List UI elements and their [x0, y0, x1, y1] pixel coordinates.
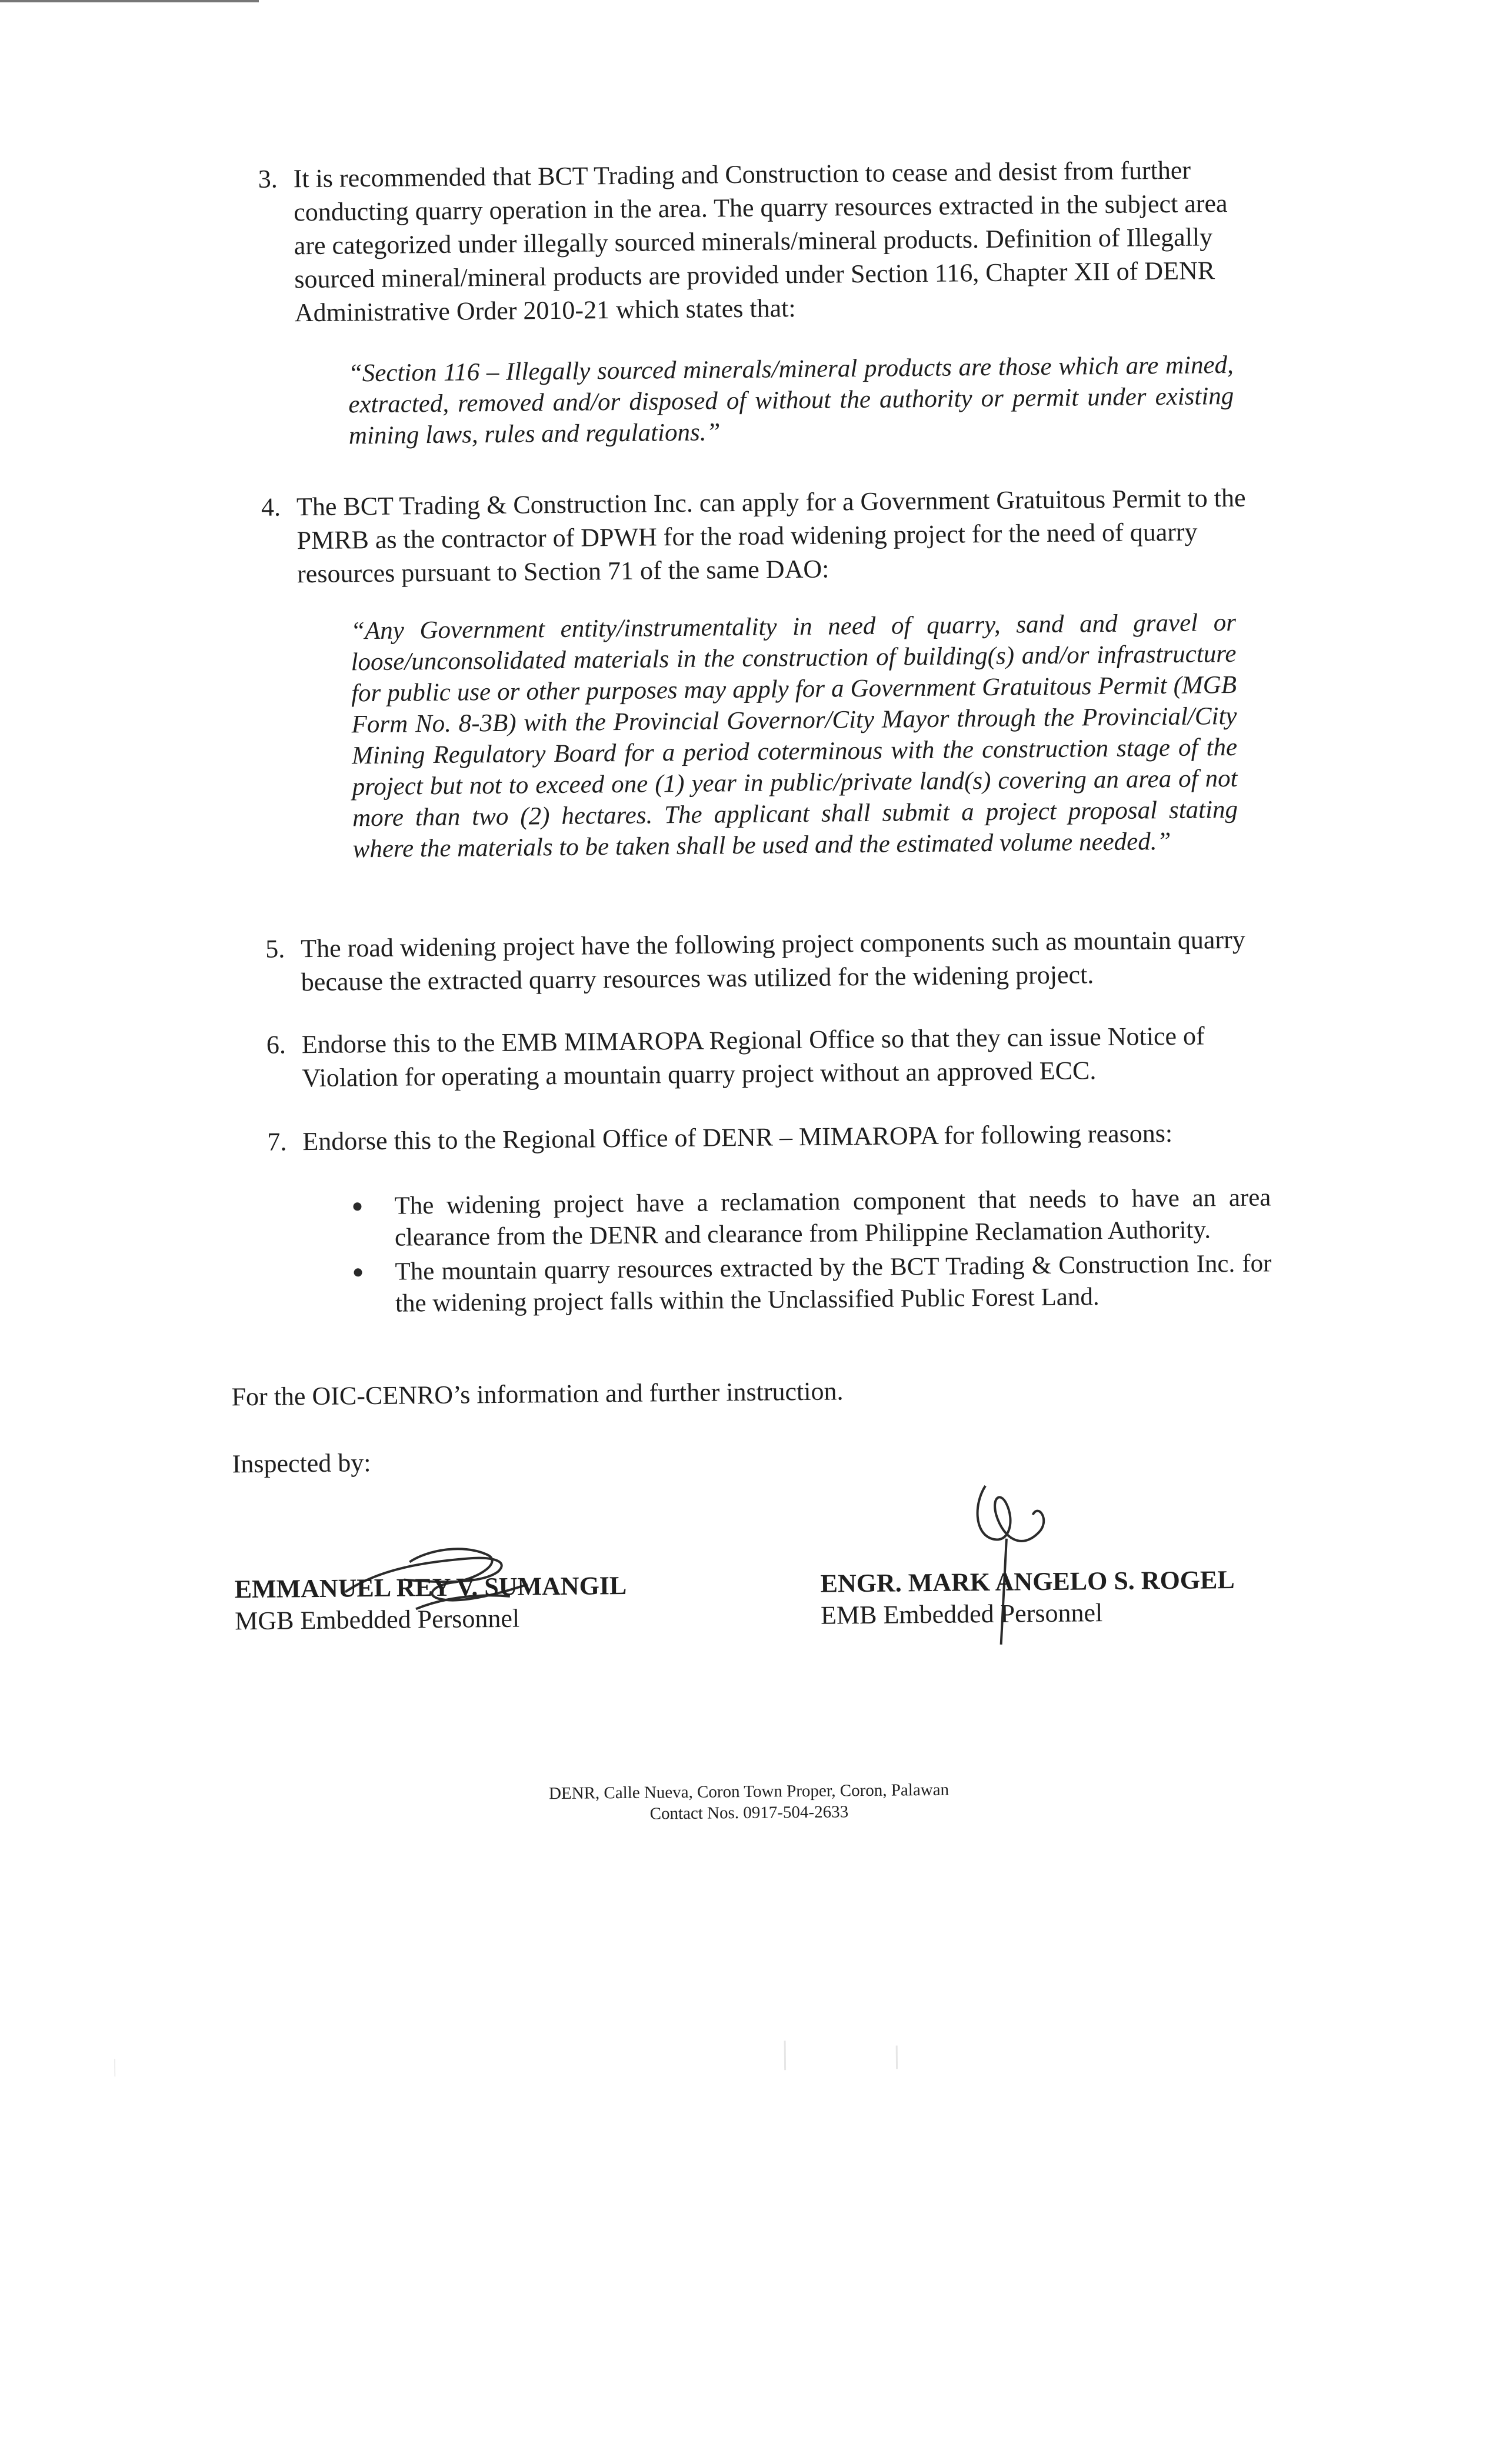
- footer-contact: Contact Nos. 0917-504-2633: [6, 1795, 1486, 1831]
- list-item-7: [267, 1115, 1273, 1158]
- bullet-item: [353, 1182, 1271, 1254]
- item-text: The road widening project have the following project components such as mountain quarry because the extracted quarry resources was utilized for the widening project.: [301, 922, 1272, 999]
- inspected-by-label: Inspected by:: [232, 1446, 371, 1481]
- list-item-6: [266, 1018, 1273, 1095]
- item-number: 5.: [265, 932, 285, 965]
- reasons-list: [353, 1182, 1272, 1322]
- item-text: The BCT Trading & Construction Inc. can apply for a Government Gratuitous Permit to the PMRB as the contractor of DPWH for the road widening project for the need of quarry resources pursuant to Section 71 of the same DAO:: [296, 481, 1268, 591]
- scan-edge-line: [0, 0, 259, 2]
- item-text: Endorse this to the Regional Office of DENR – MIMAROPA for following reasons:: [302, 1115, 1273, 1158]
- item-number: 4.: [261, 490, 281, 524]
- signatory-title-right: EMB Embedded Personnel: [821, 1598, 1103, 1631]
- scan-artifacts: [114, 2031, 1173, 2076]
- item-number: 6.: [266, 1028, 286, 1061]
- signatory-title-left: MGB Embedded Personnel: [235, 1603, 519, 1637]
- bullet-dot-icon: [353, 1202, 361, 1211]
- item-text: Endorse this to the EMB MIMAROPA Regional Office so that they can issue Notice of Violation for operating a mountain quarry project without an approved ECC.: [302, 1018, 1273, 1095]
- bullet-text: The mountain quarry resources extracted by the BCT Trading & Construction Inc. for the widening project falls within the Unclassified Public Forest Land.: [395, 1249, 1271, 1317]
- closing-line: For the OIC-CENRO’s information and further instruction.: [231, 1374, 843, 1413]
- footer-address: DENR, Calle Nueva, Coron Town Proper, Coron, Palawan: [6, 1774, 1486, 1809]
- signatory-name-right: ENGR. MARK ANGELO S. ROGEL: [820, 1565, 1235, 1599]
- quote-section-71: “Any Government entity/instrumentality in need of quarry, sand and gravel or loose/unconsolidated materials in the construction of building(s) and/or infrastructure for public use or other purposes may apply for a Government Gratuitous Permit (MGB Form No. 8-3B) with the Provincial Governor/City Mayor through the Provincial/City Mining Regulatory Board for a period coterminous with the construction stage of the project but not to exceed one (1) year in public/private land(s) covering an area of not more than two (2) hectares. The applicant shall submit a project proposal stating where the materials to be taken shall be used and the estimated volume needed.”: [351, 607, 1238, 865]
- bullet-text: The widening project have a reclamation component that needs to have an area clearance from the DENR and clearance from Philippine Reclamation Authority.: [394, 1183, 1271, 1251]
- bullet-dot-icon: [354, 1268, 362, 1276]
- item-number: 7.: [267, 1125, 287, 1158]
- quote-section-116: “Section 116 – Illegally sourced minerals/mineral products are those which are mined, extracted, removed and/or disposed of without the authority or permit under existing mining laws, rules and regulations.”: [348, 349, 1234, 451]
- item-text: It is recommended that BCT Trading and Construction to cease and desist from further conducting quarry operation in the area. The quarry resources extracted in the subject area are categorized under illegally sourced minerals/mineral products. Definition of Illegally sourced mineral/mineral products are provided under Section 116, Chapter XII of DENR Administrative Order 2010-21 which states that:: [293, 152, 1265, 329]
- list-item-3: [258, 152, 1265, 329]
- signatory-name-left: EMMANUEL REY V. SUMANGIL: [234, 1571, 627, 1605]
- list-item-5: [265, 922, 1272, 999]
- list-item-4: [261, 481, 1268, 591]
- bullet-item: [354, 1248, 1272, 1320]
- item-number: 3.: [258, 162, 278, 196]
